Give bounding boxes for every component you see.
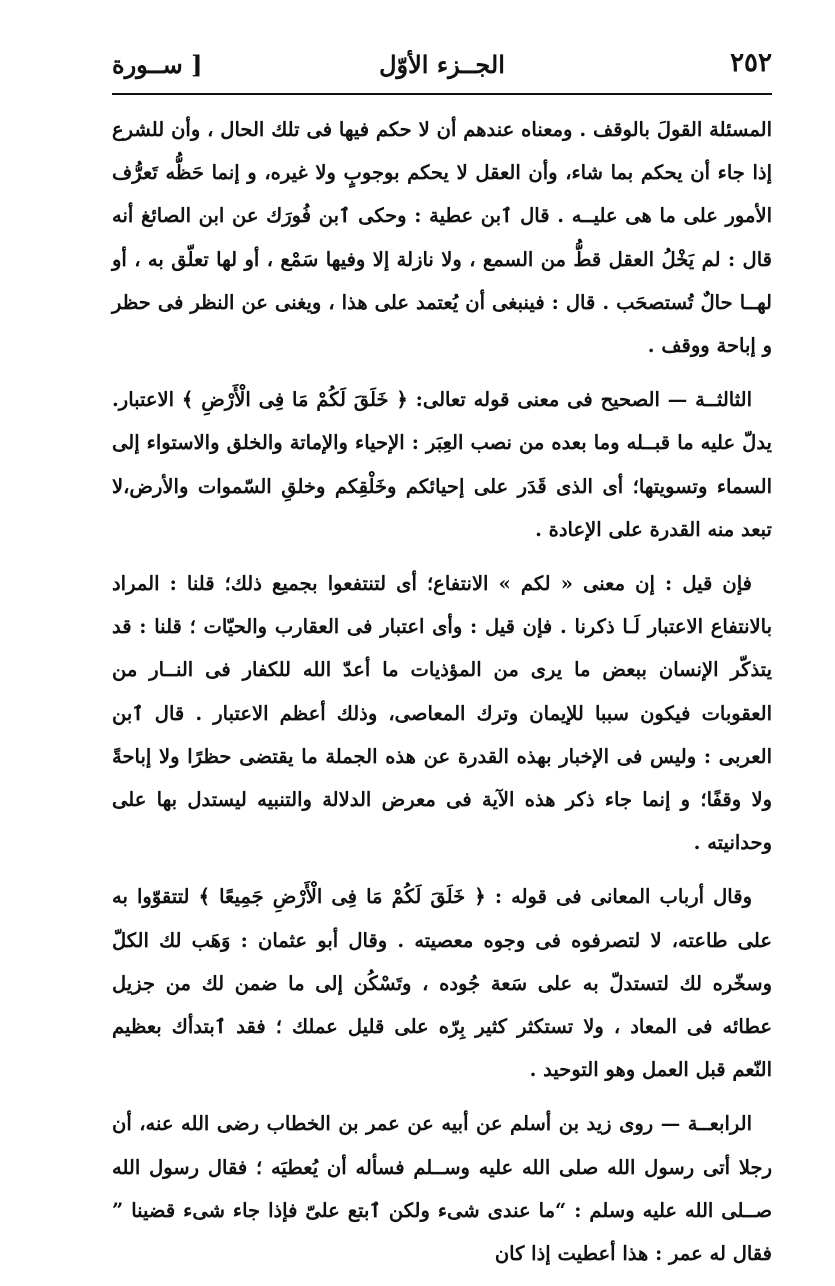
surah-label: [ ســورة — [112, 50, 203, 79]
page-number: ٢٥٢ — [730, 48, 772, 78]
paragraph-meanings: وقال أرباب المعانى فى قوله : ﴿ خَلَقَ لَكُمْ مَا فِى الْأَرْضِ جَمِيعًا ﴾ لتتقوّوا به على طاعته، لا لتصرفوه فى وجوه معصيته . وقال أبو عثمان : وَهَب لك الكلّ وسخّره لك لتستدلّ به على سَعة جُوده ، وتَسْكُن إلى ما ضمن لك من جزيل عطائه فى المعاد ، ولا تستكثر كثير بِرّه على قليل عملك ؛ فقد ٱبتدأك بعظيم النّعم قبل العمل وهو التوحيد . — [112, 885, 772, 1082]
paragraph-continuation: المسئلة القولَ بالوقف . ومعناه عندهم أن لا حكم فيها فى تلك الحال ، وأن للشرع إذا جاء أن يحكم بما شاء، وأن العقل لا يحكم بوجوبٍ ولا غيره، و إنما حَظُّه تَعرُّف الأمور على ما هى عليــه . قال ٱبن عطية : وحكى ٱبن فُورَك عن ابن الصائغ أنه قال : لم يَخْلُ العقل قطُّ من السمع ، ولا نازلة إلا وفيها سَمْع ، أو لها تعلّق به ، أو لهــا حالٌ تُستصحَب . قال : فينبغى أن يُعتمد على هذا ، ويغنى عن النظر فى حظر و إباحة ووقف . — [112, 118, 772, 358]
page-header — [112, 40, 772, 90]
page-body — [112, 108, 772, 1286]
running-title: الجــزء الأوّل — [379, 50, 505, 79]
header-divider — [112, 93, 772, 95]
paragraph-objection: فإن قيل : إن معنى « لكم » الانتفاع؛ أى لتنتفعوا بجميع ذلك؛ قلنا : المراد بالانتفاع الاعتبار لَـا ذكرنا . فإن قيل : وأى اعتبار فى العقارب والحيّات ؛ قلنا : قد يتذكّر الإنسان ببعض ما يرى من المؤذيات ما أعدّ الله للكفار فى النــار من العقوبات فيكون سببا للإيمان وترك المعاصى، وذلك أعظم الاعتبار . قال ٱبن العربى : وليس فى الإخبار بهذه القدرة عن هذه الجملة ما يقتضى حظرًا ولا إباحةً ولا وقفًا؛ و إنما جاء ذكر هذه الآية فى معرض الدلالة والتنبيه ليستدل بها على وحدانيته . — [112, 572, 772, 855]
paragraph-third-issue: الثالثــة — الصحيح فى معنى قوله تعالى: ﴿ خَلَقَ لَكُمْ مَا فِى الْأَرْضِ ﴾ الاعتبار. يدلّ عليه ما قبــله وما بعده من نصب العِبَر : الإحياء والإماتة والخلق والاستواء إلى السماء وتسويتها؛ أى الذى قَدَر على إحيائكم وخَلْقِكم وخلقِ السّموات والأرض،لا تبعد منه القدرة على الإعادة . — [112, 388, 772, 541]
paragraph-fourth-issue: الرابعــة — روى زيد بن أسلم عن أبيه عن عمر بن الخطاب رضى الله عنه، أن رجلا أتى رسول الله صلى الله عليه وســلم فسأله أن يُعطيَه ؛ فقال رسول الله صــلى الله عليه وسلم : “ما عندى شىء ولكن ٱبتع علىّ فإذا جاء شىء قضينا ” فقال له عمر : هذا أعطيت إذا كان — [112, 1112, 772, 1266]
